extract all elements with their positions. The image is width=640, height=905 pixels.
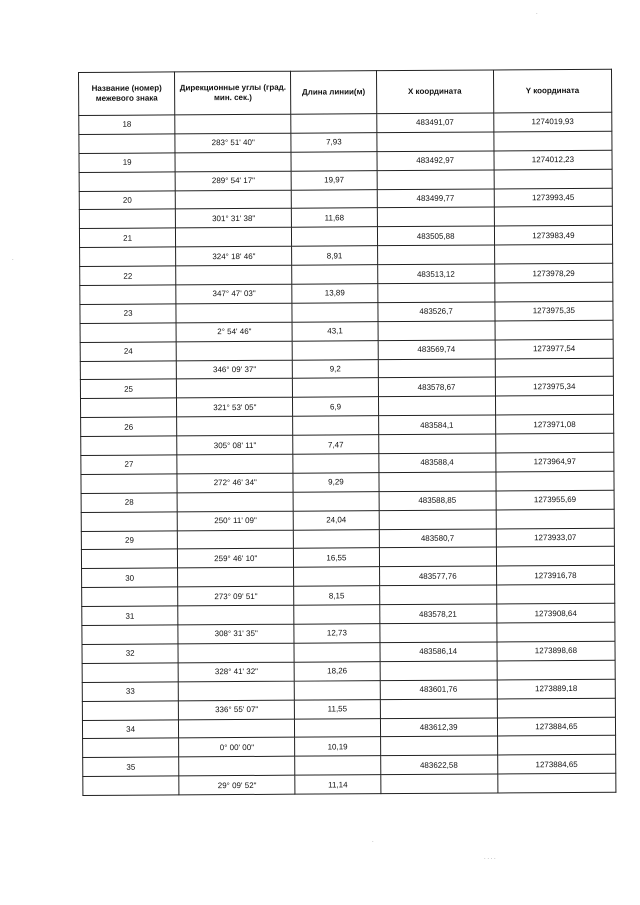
direction-angle-cell (178, 549, 294, 569)
line-length-cell (295, 718, 380, 737)
x-coordinate-cell (378, 359, 495, 379)
y-coordinate-cell (495, 301, 613, 321)
direction-angle-cell-text: 0° 00' 00" (219, 742, 255, 752)
x-coordinate-cell-text: 483588,4 (420, 458, 454, 468)
line-length-cell (295, 775, 380, 794)
header-point-name: Название (номер) межевого знака (79, 72, 175, 116)
y-coordinate-cell (494, 150, 612, 170)
y-coordinate-cell-text: 1273889,18 (534, 684, 578, 694)
direction-angle-cell (175, 152, 291, 172)
x-coordinate-cell (378, 396, 495, 416)
point-name-cell (79, 228, 175, 247)
line-length-cell (292, 227, 377, 246)
direction-angle-cell (177, 530, 293, 550)
point-name-cell-text: 19 (122, 157, 132, 167)
point-name-cell (81, 436, 177, 455)
point-name-cell (79, 190, 175, 209)
line-length-cell-text: 24,04 (326, 515, 347, 525)
line-length-cell (293, 378, 378, 397)
line-length-cell (292, 208, 377, 227)
point-name-cell-text: 25 (124, 384, 133, 394)
line-length-cell (291, 133, 376, 152)
line-length-cell-text: 7,47 (327, 439, 344, 450)
direction-angle-cell-text: 305° 08' 11" (213, 440, 257, 450)
point-name-cell-text: 26 (124, 422, 134, 432)
y-coordinate-cell (496, 471, 614, 491)
direction-angle-cell (178, 624, 294, 644)
direction-angle-cell-text: 29° 09' 52" (217, 780, 257, 790)
point-name-cell (82, 587, 178, 606)
direction-angle-cell-text: 273° 09' 51" (214, 591, 258, 601)
direction-angle-cell-text: 336° 55' 07" (215, 704, 259, 715)
line-length-cell-text: 6,9 (329, 402, 342, 412)
x-coordinate-cell (379, 510, 496, 530)
x-coordinate-cell (377, 283, 494, 303)
y-coordinate-cell-text: 1273993,45 (531, 192, 575, 203)
point-name-cell (82, 625, 178, 644)
point-name-cell-text: 22 (123, 271, 133, 281)
direction-angle-cell (177, 511, 293, 531)
y-coordinate-cell (495, 377, 613, 397)
y-coordinate-cell-text: 1274012,23 (531, 155, 575, 165)
y-coordinate-cell-text: 1273908,64 (534, 608, 577, 618)
x-coordinate-cell-text: 483588,85 (418, 495, 457, 506)
y-coordinate-cell-text: 1273975,34 (533, 381, 576, 392)
line-length-cell (294, 548, 379, 567)
y-coordinate-cell (496, 509, 614, 529)
y-coordinate-cell (494, 112, 612, 132)
line-length-cell (295, 699, 380, 718)
point-name-cell-text: 24 (123, 346, 133, 356)
point-name-cell (82, 701, 178, 720)
point-name-cell (82, 719, 178, 738)
y-coordinate-cell (497, 755, 615, 775)
point-name-cell-text: 21 (123, 233, 133, 243)
direction-angle-cell (177, 416, 293, 436)
line-length-cell-text: 9,29 (328, 477, 344, 487)
x-coordinate-cell-text: 483492,97 (416, 155, 455, 166)
point-name-cell (83, 738, 179, 757)
x-coordinate-cell (379, 547, 496, 567)
point-name-cell (79, 115, 175, 134)
point-name-cell-text: 32 (125, 649, 135, 659)
direction-angle-cell (176, 360, 292, 380)
line-length-cell-text: 11,68 (324, 213, 345, 223)
point-name-cell-text: 35 (126, 762, 136, 772)
point-name-cell (80, 285, 176, 304)
point-name-cell (82, 682, 178, 701)
direction-angle-cell (176, 303, 292, 323)
y-coordinate-cell-text: 1273975,35 (532, 306, 575, 316)
x-coordinate-cell (377, 302, 494, 322)
direction-angle-cell (176, 228, 292, 248)
point-name-cell (81, 474, 177, 493)
direction-angle-cell (178, 643, 294, 663)
y-coordinate-cell-text: 1273977,54 (532, 344, 576, 354)
direction-angle-cell-text: 289° 54' 17" (211, 176, 256, 186)
direction-angle-cell (179, 738, 295, 758)
line-length-cell-text: 11,14 (328, 779, 348, 790)
x-coordinate-cell (377, 226, 494, 246)
x-coordinate-cell (380, 680, 497, 700)
direction-angle-cell (177, 398, 293, 418)
header-direction-angle: Дирекционные углы (град. мин. сек.) (175, 71, 291, 115)
header-x-coordinate: X координата (376, 70, 493, 114)
scan-speck: . (12, 256, 14, 262)
y-coordinate-cell-text: 1273898,68 (534, 646, 578, 656)
point-name-cell (80, 304, 176, 323)
direction-angle-cell (179, 775, 295, 795)
x-coordinate-cell-text: 483569,74 (417, 344, 456, 355)
direction-angle-cell-text: 324° 18' 46" (212, 251, 256, 261)
x-coordinate-cell (377, 151, 494, 171)
x-coordinate-cell (379, 529, 496, 549)
direction-angle-cell (177, 454, 293, 474)
direction-angle-cell (175, 114, 291, 134)
x-coordinate-cell-text: 483584,1 (420, 420, 454, 430)
point-name-cell-text: 30 (125, 573, 135, 583)
y-coordinate-cell (495, 358, 613, 378)
y-coordinate-cell (497, 679, 615, 699)
direction-angle-cell (175, 133, 291, 153)
point-name-cell (80, 398, 176, 417)
line-length-cell (292, 321, 377, 340)
line-length-cell (293, 473, 378, 492)
line-length-cell-text: 19,97 (324, 175, 345, 185)
y-coordinate-cell-text: 1273955,69 (533, 495, 577, 505)
y-coordinate-cell-text: 1273964,97 (533, 457, 576, 467)
direction-angle-cell (176, 341, 292, 361)
x-coordinate-cell-text: 483586,14 (419, 647, 458, 657)
x-coordinate-cell (379, 623, 496, 643)
point-name-cell (80, 342, 176, 361)
line-length-cell (291, 170, 376, 189)
x-coordinate-cell (378, 434, 495, 454)
x-coordinate-cell-text: 483513,12 (416, 269, 455, 279)
direction-angle-cell (177, 379, 293, 399)
x-coordinate-cell (380, 661, 497, 681)
x-coordinate-cell (380, 717, 497, 737)
point-name-cell (80, 379, 176, 398)
direction-angle-cell (179, 719, 295, 739)
direction-angle-cell (178, 586, 294, 606)
point-name-cell-text: 23 (123, 309, 133, 319)
y-coordinate-cell (495, 282, 613, 302)
y-coordinate-cell-text: 1273884,65 (535, 759, 578, 769)
line-length-cell-text: 8,91 (326, 251, 343, 261)
y-coordinate-cell (494, 263, 612, 283)
y-coordinate-cell (494, 244, 612, 264)
y-coordinate-cell (498, 773, 616, 793)
y-coordinate-cell (497, 641, 615, 661)
line-length-cell (292, 265, 377, 284)
direction-angle-cell (176, 322, 292, 342)
line-length-cell (293, 454, 378, 473)
x-coordinate-cell-text: 483577,76 (418, 571, 457, 581)
x-coordinate-cell (377, 189, 494, 209)
x-coordinate-cell-text: 483499,77 (416, 193, 455, 203)
line-length-cell (293, 435, 378, 454)
direction-angle-cell (178, 662, 294, 682)
y-coordinate-cell (496, 566, 614, 586)
direction-angle-cell (178, 568, 294, 588)
x-coordinate-cell (380, 736, 497, 756)
y-coordinate-cell (496, 490, 614, 510)
line-length-cell (294, 586, 379, 605)
direction-angle-cell (175, 190, 291, 210)
x-coordinate-cell (376, 113, 493, 133)
line-length-cell (294, 510, 379, 529)
x-coordinate-cell (378, 415, 495, 435)
direction-angle-cell (179, 700, 295, 720)
y-coordinate-cell (494, 226, 612, 246)
x-coordinate-cell (377, 245, 494, 265)
y-coordinate-cell-text: 1273933,07 (534, 532, 577, 543)
y-coordinate-cell-text: 1273978,29 (532, 268, 575, 278)
x-coordinate-cell-text: 483578,67 (417, 382, 456, 392)
direction-angle-cell (177, 492, 293, 512)
boundary-coordinates-table (78, 69, 616, 796)
y-coordinate-cell (494, 131, 612, 151)
table-row-segment (83, 773, 616, 795)
y-coordinate-cell (495, 414, 613, 434)
line-length-cell-text: 18,26 (327, 666, 348, 676)
y-coordinate-cell-text: 1273916,78 (534, 570, 577, 581)
y-coordinate-cell-text: 1273983,49 (532, 230, 575, 241)
direction-angle-cell-text: 321° 53' 05" (213, 402, 257, 412)
line-length-cell (293, 397, 378, 416)
point-name-cell (82, 606, 178, 625)
line-length-cell (295, 680, 380, 699)
x-coordinate-cell (379, 585, 496, 605)
point-name-cell (82, 663, 178, 682)
line-length-cell (292, 284, 377, 303)
header-line-length: Длина линии(м) (291, 71, 376, 115)
y-coordinate-cell (496, 528, 614, 548)
point-name-cell (81, 455, 177, 474)
line-length-cell-text: 11,55 (327, 704, 348, 714)
y-coordinate-cell (497, 717, 615, 737)
x-coordinate-cell (378, 472, 495, 492)
point-name-cell-text: 18 (122, 120, 132, 130)
line-length-cell (293, 359, 378, 378)
x-coordinate-cell-text: 483580,7 (420, 533, 455, 543)
line-length-cell-text: 16,55 (326, 553, 347, 563)
direction-angle-cell (176, 246, 292, 266)
line-length-cell-text: 43,1 (327, 326, 343, 336)
x-coordinate-cell (380, 755, 497, 775)
y-coordinate-cell (495, 433, 613, 453)
line-length-cell (294, 605, 379, 624)
line-length-cell-text: 9,2 (329, 364, 341, 374)
line-length-cell (294, 643, 379, 662)
y-coordinate-cell (497, 698, 615, 718)
line-length-cell (292, 303, 377, 322)
table-header-row (79, 69, 612, 115)
point-name-cell-text: 31 (125, 611, 135, 621)
x-coordinate-cell-text: 483578,21 (419, 609, 457, 619)
point-name-cell-text: 34 (126, 724, 136, 734)
x-coordinate-cell (378, 340, 495, 360)
line-length-cell (293, 340, 378, 359)
direction-angle-cell-text: 301° 31' 38" (212, 213, 256, 224)
point-name-cell-text: 20 (122, 195, 132, 205)
direction-angle-cell-text: 308° 31' 35" (214, 629, 258, 639)
x-coordinate-cell (377, 207, 494, 227)
line-length-cell-text: 10,19 (327, 742, 348, 752)
direction-angle-cell (176, 265, 292, 285)
point-name-cell (79, 153, 175, 172)
direction-angle-cell (177, 473, 293, 493)
point-name-cell (80, 247, 176, 266)
point-name-cell (80, 360, 176, 379)
direction-angle-cell-text: 259° 46' 10" (214, 553, 258, 564)
scan-speck: . . . . (484, 855, 496, 861)
y-coordinate-cell (494, 188, 612, 208)
point-name-cell-text: 33 (125, 686, 135, 696)
line-length-cell (291, 151, 376, 170)
line-length-cell (294, 624, 379, 643)
y-coordinate-cell (494, 207, 612, 227)
line-length-cell-text: 13,89 (324, 288, 345, 298)
y-coordinate-cell (496, 452, 614, 472)
x-coordinate-cell-text: 483526,7 (419, 307, 453, 317)
y-coordinate-cell (497, 622, 615, 642)
line-length-cell (292, 246, 377, 265)
x-coordinate-cell (380, 642, 497, 662)
line-length-cell (294, 529, 379, 548)
x-coordinate-cell (379, 491, 496, 511)
point-name-cell-text: 28 (124, 497, 134, 507)
y-coordinate-cell-text: 1274019,93 (531, 117, 574, 127)
line-length-cell (295, 737, 380, 756)
direction-angle-cell (179, 756, 295, 776)
y-coordinate-cell (497, 603, 615, 623)
x-coordinate-cell-text: 483491,07 (416, 118, 454, 128)
x-coordinate-cell (379, 566, 496, 586)
direction-angle-cell-text: 347° 47' 03" (212, 289, 256, 299)
line-length-cell (293, 416, 378, 435)
point-name-cell (80, 266, 176, 285)
direction-angle-cell-text: 346° 09' 37" (212, 364, 257, 375)
x-coordinate-cell-text: 483505,88 (416, 231, 455, 241)
x-coordinate-cell (378, 377, 495, 397)
y-coordinate-cell (496, 584, 614, 604)
line-length-cell (295, 756, 380, 775)
line-length-cell (294, 567, 379, 586)
line-length-cell (291, 114, 376, 133)
y-coordinate-cell (495, 396, 613, 416)
point-name-cell (81, 512, 177, 531)
line-length-cell (292, 189, 377, 208)
x-coordinate-cell (380, 699, 497, 719)
direction-angle-cell (176, 284, 292, 304)
direction-angle-cell (178, 681, 294, 701)
direction-angle-cell-text: 250° 11' 09" (214, 516, 257, 526)
point-name-cell (81, 493, 177, 512)
point-name-cell (81, 417, 177, 436)
x-coordinate-cell (376, 132, 493, 152)
point-name-cell (83, 757, 179, 776)
direction-angle-cell (176, 209, 292, 229)
x-coordinate-cell (377, 264, 494, 284)
point-name-cell (82, 568, 178, 587)
direction-angle-cell-text: 2° 54' 46" (217, 327, 252, 337)
direction-angle-cell-text: 283° 51' 40" (211, 138, 255, 148)
scan-speck: . (372, 838, 374, 844)
line-length-cell (293, 491, 378, 510)
y-coordinate-cell (497, 660, 615, 680)
line-length-cell (294, 661, 379, 680)
scan-speck: . (536, 10, 538, 16)
x-coordinate-cell-text: 483622,58 (419, 760, 458, 770)
line-length-cell-text: 7,93 (326, 137, 342, 147)
point-name-cell (80, 323, 176, 342)
point-name-cell (83, 776, 179, 795)
direction-angle-cell-text: 328° 41' 32" (214, 667, 259, 677)
y-coordinate-cell-text: 1273884,65 (535, 721, 578, 732)
x-coordinate-cell-text: 483612,39 (419, 722, 458, 732)
point-name-cell-text: 27 (124, 460, 134, 470)
point-name-cell (79, 209, 175, 228)
line-length-cell-text: 8,15 (328, 591, 345, 601)
x-coordinate-cell-text: 483601,76 (419, 684, 458, 695)
y-coordinate-cell (495, 320, 613, 340)
line-length-cell-text: 12,73 (326, 628, 347, 638)
x-coordinate-cell (380, 774, 497, 794)
point-name-cell (82, 644, 178, 663)
x-coordinate-cell (377, 170, 494, 190)
direction-angle-cell (178, 605, 294, 625)
point-name-cell (81, 530, 177, 549)
direction-angle-cell (175, 171, 291, 191)
x-coordinate-cell (378, 321, 495, 341)
y-coordinate-cell (495, 339, 613, 359)
direction-angle-cell (177, 435, 293, 455)
header-y-coordinate: Y координата (493, 69, 612, 113)
point-name-cell (81, 549, 177, 568)
point-name-cell-text: 29 (124, 535, 134, 545)
point-name-cell (79, 134, 175, 153)
direction-angle-cell-text: 272° 46' 34" (213, 478, 257, 488)
y-coordinate-cell (494, 169, 612, 189)
x-coordinate-cell (378, 453, 495, 473)
y-coordinate-cell-text: 1273971,08 (533, 419, 576, 429)
point-name-cell (79, 172, 175, 191)
y-coordinate-cell (496, 547, 614, 567)
x-coordinate-cell (379, 604, 496, 624)
y-coordinate-cell (497, 736, 615, 756)
